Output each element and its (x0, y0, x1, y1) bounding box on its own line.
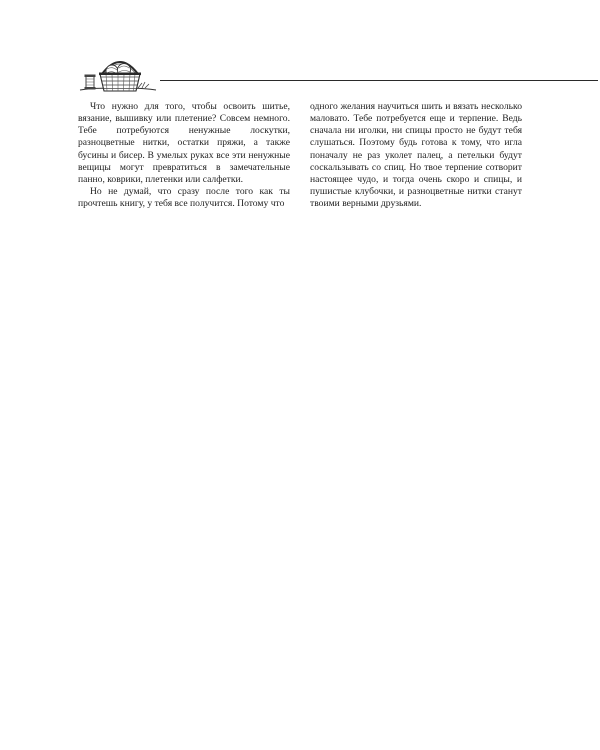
paragraph: Что нужно для того, чтобы освоить шитье, вязание, вышивку или плетение? Совсем немного. Тебе потребуются ненужные лоскутки, разноцветные нитки, остатки пряжи, а также бусины и бисер. В умелых руках все эти ненужные вещицы могут превратиться в замечательные панно, коврики, плетенки или салфетки. (78, 101, 290, 185)
text-column-left (78, 101, 290, 210)
text-column-right (310, 101, 522, 210)
basket-icon (78, 52, 158, 96)
page-header (78, 52, 520, 98)
paragraph: Но не думай, что сразу после того как ты прочтешь книгу, у тебя все получится. Потому что (78, 186, 290, 210)
paragraph: одного желания научиться шить и вязать несколько маловато. Тебе потребуется еще и терпение. Ведь сначала ни иголки, ни спицы просто не будут тебя слушаться. Поэтому будь готова к тому, что игла поначалу не раз уколет палец, а петельки будут соскальзывать со спиц. Но твое терпение сотворит настоящее чудо, и тогда очень скоро и спицы, и пушистые клубочки, и разноцветные нитки станут твоими верными друзьями. (310, 101, 522, 210)
header-rule (160, 80, 598, 81)
